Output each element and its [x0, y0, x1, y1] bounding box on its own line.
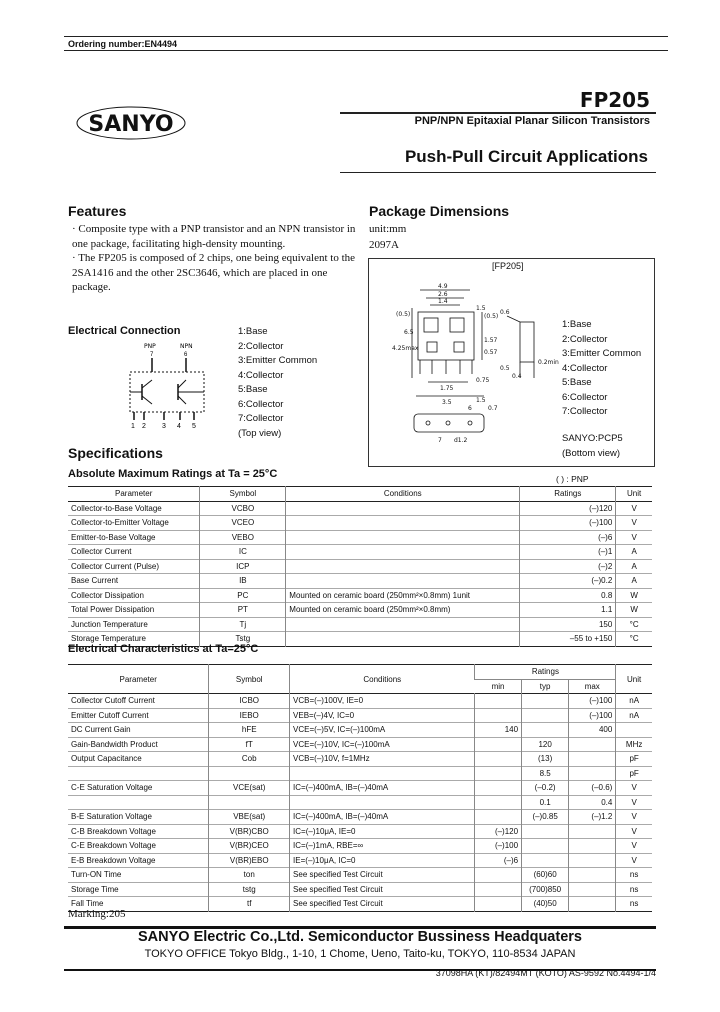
table-cell — [286, 501, 520, 516]
dim-label: 1.4 — [438, 298, 448, 305]
table-cell: VCE(sat) — [209, 781, 290, 796]
table-cell: (–)0.2 — [520, 574, 616, 589]
table-cell: V(BR)CEO — [209, 839, 290, 854]
table-cell: See specified Test Circuit — [290, 897, 475, 912]
specifications-heading: Specifications — [68, 445, 163, 461]
table-row — [68, 530, 652, 545]
abs-max-ratings-table — [68, 486, 652, 647]
table-cell — [569, 824, 616, 839]
pin-label: (Top view) — [238, 427, 282, 439]
table-cell: (–)100 — [569, 694, 616, 709]
table-cell — [475, 766, 522, 781]
table-cell: 400 — [569, 723, 616, 738]
table-cell: Emitter-to-Base Voltage — [71, 532, 156, 542]
table-cell — [290, 766, 475, 781]
table-cell: VCEO — [200, 516, 286, 531]
pin-label: 1:Base — [238, 326, 268, 337]
table-header-row — [68, 487, 652, 502]
table-cell — [68, 795, 209, 810]
table-cell: fT — [209, 737, 290, 752]
dim-label: d1.2 — [454, 437, 468, 444]
dim-label: 0.6 — [500, 309, 510, 316]
electrical-characteristics-heading: Electrical Characteristics at Ta=25°C — [68, 643, 259, 655]
pin-number: 4 — [177, 423, 181, 430]
table-row — [68, 617, 652, 632]
pin-label: 3:Emitter Common — [562, 348, 642, 359]
pin-label: 5:Base — [238, 384, 268, 395]
npn-label: NPN — [180, 343, 193, 350]
pin-number: 2 — [142, 423, 146, 430]
table-cell: Tj — [200, 617, 286, 632]
table-cell: Output Capacitance — [71, 754, 142, 764]
table-cell: Collector Cutoff Current — [71, 696, 155, 706]
table-cell: Cob — [209, 752, 290, 767]
table-cell — [522, 708, 569, 723]
table-cell: (–)2 — [520, 559, 616, 574]
table-cell: Mounted on ceramic board (250mm²×0.8mm) 1unit — [286, 588, 520, 603]
column-header: Unit — [616, 665, 652, 694]
table-cell: (–0.2) — [522, 781, 569, 796]
table-cell — [475, 737, 522, 752]
table-cell — [475, 897, 522, 912]
table-cell: A — [616, 559, 652, 574]
electrical-connection-diagram — [122, 340, 218, 430]
part-number: FP205 — [579, 88, 650, 112]
table-cell — [286, 545, 520, 560]
table-cell: VBE(sat) — [209, 810, 290, 825]
package-view-note: (Bottom view) — [562, 448, 621, 459]
table-cell — [569, 882, 616, 897]
table-cell — [522, 694, 569, 709]
table-cell: Mounted on ceramic board (250mm²×0.8mm) — [286, 603, 520, 618]
package-sanyo-code: SANYO:PCP5 — [562, 433, 623, 444]
table-cell — [290, 795, 475, 810]
column-header: min — [491, 681, 505, 691]
table-cell: Total Power Dissipation — [71, 605, 155, 615]
table-cell — [209, 766, 290, 781]
table-cell: ton — [209, 868, 290, 883]
table-row — [68, 766, 652, 781]
table-cell: Collector Current — [71, 547, 132, 557]
table-cell: ns — [616, 897, 652, 912]
pin-label: 1:Base — [562, 319, 592, 330]
marking-note: Marking:205 — [68, 908, 126, 920]
dim-label: 1.75 — [440, 385, 454, 392]
column-header: Symbol — [200, 487, 286, 502]
ordering-number: Ordering number:EN4494 — [64, 36, 668, 51]
table-row — [68, 694, 652, 709]
header-rule — [340, 112, 656, 114]
table-cell: C-E Saturation Voltage — [71, 783, 153, 793]
pin-number: 7 — [150, 352, 154, 358]
feature-item: · Composite type with a PNP transistor and an NPN transistor in one package, facilitating high-density mounting. — [72, 223, 356, 250]
pin-label: 4:Collector — [238, 369, 284, 381]
table-cell: (–)1 — [520, 545, 616, 560]
table-cell: Turn-ON Time — [71, 870, 122, 880]
column-header: Parameter — [115, 489, 153, 499]
table-cell — [475, 795, 522, 810]
table-cell: 140 — [475, 723, 522, 738]
table-cell: VEBO — [200, 530, 286, 545]
column-header: Unit — [616, 487, 652, 502]
table-cell: nA — [616, 694, 652, 709]
pin-number: 1 — [131, 423, 135, 430]
column-header: Conditions — [286, 487, 520, 502]
table-cell — [522, 839, 569, 854]
table-cell: See specified Test Circuit — [290, 882, 475, 897]
column-header: Conditions — [290, 665, 475, 694]
table-cell: Collector-to-Base Voltage — [71, 503, 162, 513]
dim-label: 0.75 — [476, 377, 490, 384]
table-cell: 0.1 — [522, 795, 569, 810]
table-cell: VEB=(–)4V, IC=0 — [290, 708, 475, 723]
table-cell: Collector Dissipation — [71, 590, 144, 600]
table-cell: (–)0.85 — [522, 810, 569, 825]
table-cell — [475, 882, 522, 897]
features-heading: Features — [68, 203, 127, 219]
dim-label: (0.5) — [484, 313, 499, 320]
table-cell: B-E Saturation Voltage — [71, 812, 152, 822]
table-cell: (–)6 — [520, 530, 616, 545]
table-row — [68, 708, 652, 723]
package-code: 2097A — [369, 239, 399, 251]
application-title: Push-Pull Circuit Applications — [404, 147, 648, 166]
table-cell: 0.8 — [520, 588, 616, 603]
pin-number: 6 — [184, 352, 188, 358]
column-header: Parameter — [119, 674, 157, 684]
table-cell: C-B Breakdown Voltage — [71, 826, 156, 836]
table-cell — [475, 708, 522, 723]
table-cell — [569, 868, 616, 883]
table-cell: (–0.6) — [569, 781, 616, 796]
table-cell: V — [616, 530, 652, 545]
table-cell: C-E Breakdown Voltage — [71, 841, 156, 851]
table-row — [68, 737, 652, 752]
table-cell: W — [616, 603, 652, 618]
table-row — [68, 795, 652, 810]
table-cell: °C — [616, 617, 652, 632]
table-cell: V — [616, 853, 652, 868]
table-cell — [522, 824, 569, 839]
dim-label: 4.9 — [438, 283, 448, 290]
table-cell: V — [616, 781, 652, 796]
product-subtitle: PNP/NPN Epitaxial Planar Silicon Transistors — [414, 115, 650, 127]
column-header: Ratings — [520, 487, 616, 502]
table-cell: Junction Temperature — [71, 619, 148, 629]
table-cell: (700)850 — [522, 882, 569, 897]
table-cell: A — [616, 545, 652, 560]
table-cell: Gain-Bandwidth Product — [71, 739, 158, 749]
package-dimension-drawing — [372, 278, 559, 446]
pin-label: 6:Collector — [562, 391, 608, 403]
table-cell — [475, 868, 522, 883]
table-cell: V — [616, 810, 652, 825]
table-cell — [286, 559, 520, 574]
table-row — [68, 882, 652, 897]
dim-label: 0.2min — [538, 359, 559, 366]
table-cell: PC — [200, 588, 286, 603]
pin-label: 5:Base — [562, 377, 592, 388]
table-row — [68, 853, 652, 868]
table-cell: DC Current Gain — [71, 725, 131, 735]
table-cell: V — [616, 501, 652, 516]
table-cell: IC=(–)400mA, IB=(–)40mA — [290, 810, 475, 825]
table-cell: 8.5 — [522, 766, 569, 781]
table-cell: W — [616, 588, 652, 603]
table-cell: Fall Time — [71, 899, 104, 909]
table-cell — [475, 752, 522, 767]
table-cell — [569, 839, 616, 854]
table-cell: °C — [616, 632, 652, 647]
table-cell: V(BR)CBO — [209, 824, 290, 839]
table-row — [68, 824, 652, 839]
table-cell: (40)50 — [522, 897, 569, 912]
table-cell: 120 — [522, 737, 569, 752]
dim-label: 1.5 — [476, 305, 486, 312]
table-header-row — [68, 665, 652, 680]
table-cell: IC=(–)10μA, IE=0 — [290, 824, 475, 839]
dim-label: 2.6 — [438, 291, 448, 298]
table-cell — [522, 853, 569, 868]
column-header: typ — [522, 679, 569, 694]
electrical-connection-heading: Electrical Connection — [68, 325, 181, 337]
table-cell: (–)120 — [520, 501, 616, 516]
pin-label: 7:Collector — [238, 413, 284, 424]
dim-label: 4.25max — [392, 345, 419, 352]
dim-label: 0.57 — [484, 349, 498, 356]
abs-max-ratings-heading: Absolute Maximum Ratings at Ta = 25°C — [68, 468, 278, 480]
table-row — [68, 839, 652, 854]
package-pin-list — [562, 318, 641, 420]
table-cell — [569, 737, 616, 752]
dim-label: 0.7 — [488, 405, 498, 412]
pin-label: 4:Collector — [562, 362, 608, 374]
table-cell: VCE=(–)10V, IC=(–)100mA — [290, 737, 475, 752]
connection-pin-list — [238, 325, 317, 441]
table-cell: PT — [200, 603, 286, 618]
dim-label: 0.4 — [512, 373, 522, 380]
table-cell: nA — [616, 708, 652, 723]
table-cell: ns — [616, 882, 652, 897]
table-cell: MHz — [616, 737, 652, 752]
table-row — [68, 781, 652, 796]
table-cell — [286, 516, 520, 531]
table-row — [68, 868, 652, 883]
table-row — [68, 752, 652, 767]
package-box-label: [FP205] — [492, 261, 524, 271]
table-cell: tf — [209, 897, 290, 912]
dim-label: 7 — [438, 437, 442, 444]
table-cell: 1.1 — [520, 603, 616, 618]
table-cell — [286, 574, 520, 589]
table-row — [68, 516, 652, 531]
table-cell: V — [616, 824, 652, 839]
table-cell: Emitter Cutoff Current — [71, 710, 149, 720]
table-cell: Storage Temperature — [71, 634, 147, 644]
dim-label: 0.5 — [500, 365, 510, 372]
table-cell: (–)100 — [475, 839, 522, 854]
pin-label: 3:Emitter Common — [238, 355, 318, 366]
table-cell: ICP — [200, 559, 286, 574]
table-cell: –55 to +150 — [520, 632, 616, 647]
table-cell: V — [616, 516, 652, 531]
table-cell: tstg — [209, 882, 290, 897]
table-cell: ns — [616, 868, 652, 883]
table-cell: hFE — [209, 723, 290, 738]
sanyo-logo — [76, 106, 186, 140]
table-cell: Collector-to-Emitter Voltage — [71, 518, 169, 528]
table-cell — [475, 694, 522, 709]
table-cell: IEBO — [209, 708, 290, 723]
table-cell — [209, 795, 290, 810]
feature-item: · The FP205 is composed of 2 chips, one being equivalent to the 2SA1416 and the other 2SC3646, which are placed in one package. — [72, 252, 356, 293]
table-cell — [286, 530, 520, 545]
table-cell — [286, 617, 520, 632]
svg-text:SANYO: SANYO — [88, 112, 174, 137]
table-cell: 0.4 — [569, 795, 616, 810]
table-cell: VCB=(–)100V, IE=0 — [290, 694, 475, 709]
footer-address: TOKYO OFFICE Tokyo Bldg., 1-10, 1 Chome, Ueno, Taito-ku, TOKYO, 110-8534 JAPAN — [144, 948, 576, 960]
table-cell: Base Current — [71, 576, 119, 586]
table-row — [68, 810, 652, 825]
document-number: 37098HA (KT)/82494MT (KOTO) AS-9592 No.4494-1/4 — [435, 968, 656, 978]
dim-label: 6 — [468, 405, 472, 412]
pnp-note: ( ) : PNP — [556, 474, 589, 484]
table-row — [68, 588, 652, 603]
table-row — [68, 603, 652, 618]
table-row — [68, 559, 652, 574]
table-cell: Collector Current (Pulse) — [71, 561, 160, 571]
table-cell: IB — [200, 574, 286, 589]
table-cell: (–)100 — [520, 516, 616, 531]
table-cell: (–)6 — [475, 853, 522, 868]
dim-label: 6.5 — [404, 329, 414, 336]
table-cell — [569, 766, 616, 781]
dim-label: 3.5 — [442, 399, 452, 406]
table-cell: See specified Test Circuit — [290, 868, 475, 883]
dim-label: 1.5 — [476, 397, 486, 404]
pnp-label: PNP — [144, 343, 156, 350]
table-cell — [616, 723, 652, 738]
table-cell: V — [616, 839, 652, 854]
table-cell: IC=(–)400mA, IB=(–)40mA — [290, 781, 475, 796]
table-row — [68, 501, 652, 516]
table-cell: IC — [200, 545, 286, 560]
table-cell: pF — [616, 766, 652, 781]
table-cell: V(BR)EBO — [209, 853, 290, 868]
features-list — [72, 222, 362, 295]
pin-label: 7:Collector — [562, 406, 608, 417]
dim-label: (0.5) — [396, 311, 411, 318]
table-row — [68, 545, 652, 560]
pin-number: 5 — [192, 423, 196, 430]
table-cell: VCB=(–)10V, f=1MHz — [290, 752, 475, 767]
header-rule-2 — [340, 172, 656, 173]
package-heading: Package Dimensions — [369, 203, 510, 219]
table-cell — [475, 810, 522, 825]
table-cell: (13) — [522, 752, 569, 767]
table-row — [68, 723, 652, 738]
table-cell — [569, 897, 616, 912]
table-row — [68, 574, 652, 589]
table-cell: IE=(–)10μA, IC=0 — [290, 853, 475, 868]
footer-company: SANYO Electric Co.,Ltd. Semiconductor Bussiness Headquaters — [138, 929, 582, 945]
table-row — [68, 897, 652, 912]
table-cell: 150 — [520, 617, 616, 632]
table-cell — [569, 752, 616, 767]
dim-label: 1.57 — [484, 337, 498, 344]
table-cell — [522, 723, 569, 738]
table-cell — [475, 781, 522, 796]
pin-label: 2:Collector — [562, 333, 608, 345]
column-header: max — [569, 679, 616, 694]
package-unit: unit:mm — [369, 223, 407, 235]
table-cell: VCBO — [200, 501, 286, 516]
table-cell: A — [616, 574, 652, 589]
table-cell — [68, 766, 209, 781]
column-header: Symbol — [209, 665, 290, 694]
table-cell: ICBO — [209, 694, 290, 709]
table-cell: (–)1.2 — [569, 810, 616, 825]
pin-label: 2:Collector — [238, 340, 284, 352]
pin-label: 6:Collector — [238, 398, 284, 410]
table-cell: (–)100 — [569, 708, 616, 723]
table-cell: E-B Breakdown Voltage — [71, 855, 156, 865]
table-cell: (60)60 — [522, 868, 569, 883]
table-cell: Tstg — [200, 632, 286, 647]
pin-number: 3 — [162, 423, 166, 430]
column-header: Ratings — [475, 665, 616, 680]
table-cell: Storage Time — [71, 884, 119, 894]
table-cell: (–)120 — [475, 824, 522, 839]
table-cell: VCE=(–)5V, IC=(–)100mA — [290, 723, 475, 738]
table-cell: IC=(–)1mA, RBE=∞ — [290, 839, 475, 854]
table-cell: pF — [616, 752, 652, 767]
electrical-characteristics-table — [68, 664, 652, 912]
table-cell — [286, 632, 520, 647]
table-cell — [569, 853, 616, 868]
table-cell: V — [616, 795, 652, 810]
